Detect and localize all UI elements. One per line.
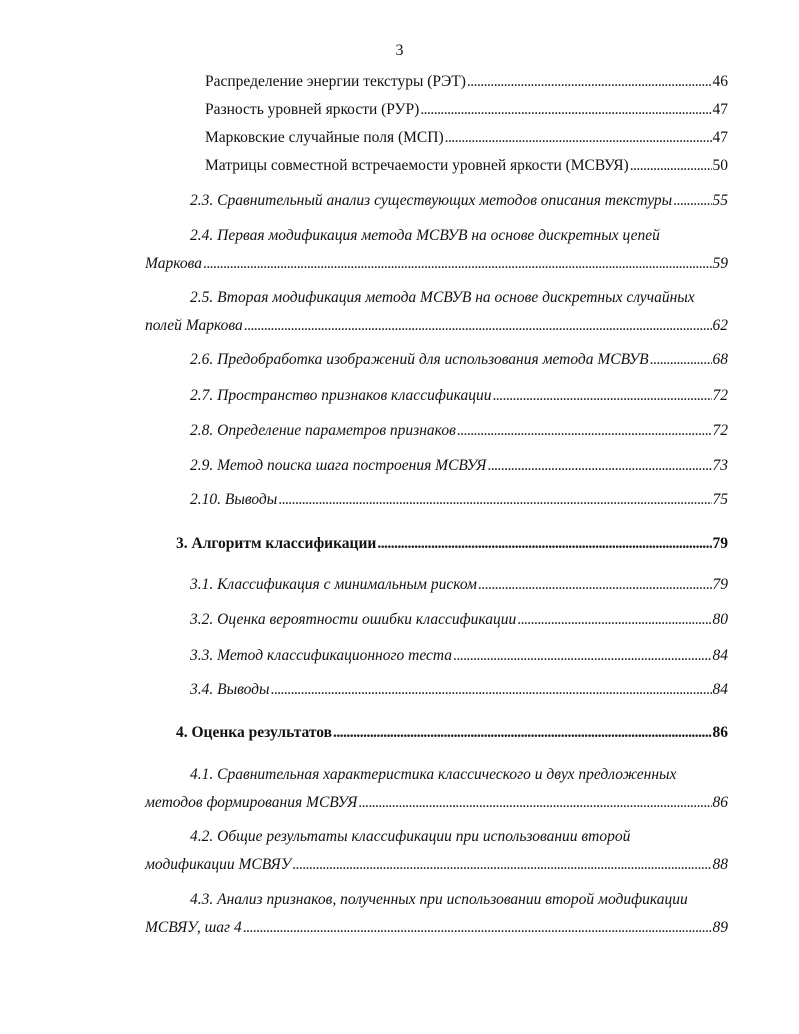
toc-entry[interactable] xyxy=(190,681,728,699)
toc-page: 79 xyxy=(712,535,728,552)
toc-label: методов формирования МСВУЯ xyxy=(145,794,358,811)
dot-leader xyxy=(358,794,711,812)
toc-entry[interactable] xyxy=(205,73,728,91)
toc-entry[interactable] xyxy=(145,255,728,273)
toc-page: 47 xyxy=(712,129,728,146)
toc-label: 3.2. Оценка вероятности ошибки классификации xyxy=(190,611,517,628)
dot-leader xyxy=(467,73,712,91)
toc-label: полей Маркова xyxy=(145,317,243,334)
page-number: 3 xyxy=(395,42,404,59)
toc-label: 4. Оценка результатов xyxy=(176,724,332,741)
toc-page: 50 xyxy=(712,157,728,174)
toc-page: 80 xyxy=(712,611,728,628)
dot-leader xyxy=(673,192,711,210)
toc-page: 89 xyxy=(712,919,728,936)
toc-page: 86 xyxy=(712,724,728,741)
toc-entry[interactable] xyxy=(190,457,728,475)
dot-leader xyxy=(420,101,711,119)
toc-page: 72 xyxy=(712,387,728,404)
toc-label: 2.6. Предобработка изображений для использования метода МСВУВ xyxy=(190,351,649,368)
dot-leader xyxy=(487,457,711,475)
toc-entry[interactable] xyxy=(145,317,728,335)
toc-page: 84 xyxy=(712,681,728,698)
dot-leader xyxy=(650,351,712,369)
dot-leader xyxy=(278,491,711,509)
toc-label: 3.4. Выводы xyxy=(190,681,270,698)
dot-leader xyxy=(333,724,712,742)
dot-leader xyxy=(457,422,712,440)
toc-page: 79 xyxy=(712,576,728,593)
toc-page: 73 xyxy=(712,457,728,474)
dot-leader xyxy=(453,647,711,665)
toc-chapter[interactable] xyxy=(176,724,728,742)
toc-page: 59 xyxy=(712,255,728,272)
toc-page: 55 xyxy=(712,192,728,209)
toc-page: 47 xyxy=(712,101,728,118)
dot-leader xyxy=(292,856,711,874)
toc-entry[interactable] xyxy=(190,422,728,440)
toc-page: 68 xyxy=(712,351,728,368)
dot-leader xyxy=(492,387,711,405)
toc-page: 75 xyxy=(712,491,728,508)
toc-label: модификации МСВЯУ xyxy=(145,856,292,873)
toc-entry[interactable] xyxy=(205,129,728,147)
toc-label: 3.3. Метод классификационного теста xyxy=(190,647,453,664)
toc-label: Разность уровней яркости (РУР) xyxy=(205,101,420,118)
toc-label: МСВЯУ, шаг 4 xyxy=(145,919,242,936)
dot-leader xyxy=(377,535,711,553)
toc-label: Марковские случайные поля (МСП) xyxy=(205,129,444,146)
dot-leader xyxy=(445,129,712,147)
toc-entry-line1[interactable]: 4.3. Анализ признаков, полученных при использовании второй модификации xyxy=(190,891,688,908)
toc-entry[interactable] xyxy=(190,351,728,369)
toc-entry[interactable] xyxy=(190,576,728,594)
toc-entry[interactable] xyxy=(190,647,728,665)
toc-entry-line1[interactable]: 2.4. Первая модификация метода МСВУВ на основе дискретных цепей xyxy=(190,227,660,244)
toc-label: 3.1. Классификация с минимальным риском xyxy=(190,576,477,593)
toc-label: 3. Алгоритм классификации xyxy=(176,535,377,552)
dot-leader xyxy=(271,681,712,699)
toc-entry[interactable] xyxy=(190,387,728,405)
toc-label: 2.3. Сравнительный анализ существующих методов описания текстуры xyxy=(190,192,673,209)
toc-entry-line1[interactable]: 4.1. Сравнительная характеристика классического и двух предложенных xyxy=(190,766,677,783)
toc-label: 2.10. Выводы xyxy=(190,491,278,508)
toc-label: Маркова xyxy=(145,255,202,272)
toc-page: 62 xyxy=(712,317,728,334)
toc-label: Матрицы совместной встречаемости уровней яркости (МСВУЯ) xyxy=(205,157,629,174)
toc-chapter[interactable] xyxy=(176,535,728,553)
dot-leader xyxy=(203,255,712,273)
toc-label: 2.7. Пространство признаков классификации xyxy=(190,387,492,404)
toc-label: 2.8. Определение параметров признаков xyxy=(190,422,456,439)
toc-page: 46 xyxy=(712,73,728,90)
toc-entry[interactable] xyxy=(190,192,728,210)
toc-entry[interactable] xyxy=(205,101,728,119)
toc-entry[interactable] xyxy=(205,157,728,175)
toc-entry[interactable] xyxy=(145,794,728,812)
dot-leader xyxy=(243,919,712,937)
dot-leader xyxy=(244,317,712,335)
toc-page: 86 xyxy=(712,794,728,811)
toc-page: 88 xyxy=(712,856,728,873)
dot-leader xyxy=(478,576,712,594)
toc-entry-line1[interactable]: 2.5. Вторая модификация метода МСВУВ на основе дискретных случайных xyxy=(190,289,695,306)
toc-entry[interactable] xyxy=(145,856,728,874)
toc-label: 2.9. Метод поиска шага построения МСВУЯ xyxy=(190,457,487,474)
toc-label: Распределение энергии текстуры (РЭТ) xyxy=(205,73,466,90)
toc-entry[interactable] xyxy=(190,491,728,509)
toc-entry-line1[interactable]: 4.2. Общие результаты классификации при использовании второй xyxy=(190,828,631,845)
toc-entry[interactable] xyxy=(145,919,728,937)
toc-page: 72 xyxy=(712,422,728,439)
toc-page: 84 xyxy=(712,647,728,664)
dot-leader xyxy=(630,157,712,175)
dot-leader xyxy=(517,611,711,629)
toc-entry[interactable] xyxy=(190,611,728,629)
